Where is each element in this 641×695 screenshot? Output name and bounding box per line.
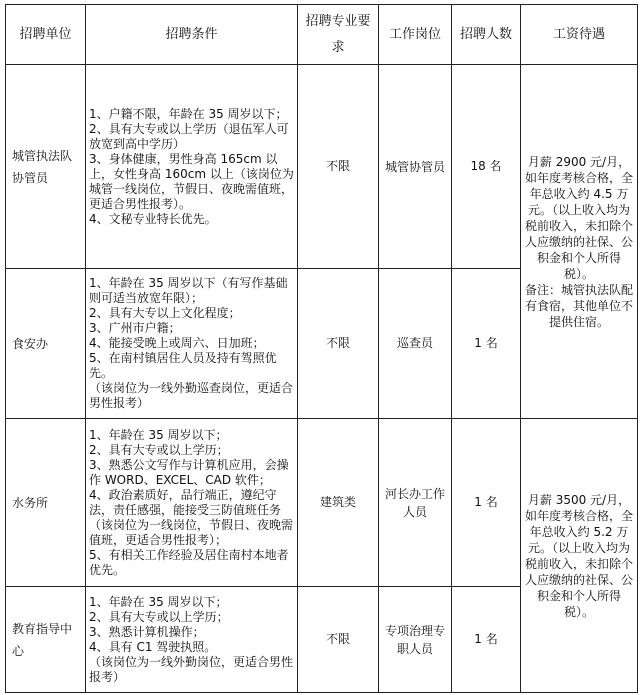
conditions-cell (86, 419, 298, 587)
header-salary: 工资待遇 (521, 5, 638, 65)
condition-line: 2、具有大专或以上学历； (89, 442, 229, 457)
table-row (6, 419, 638, 587)
salary-cell-b (521, 419, 638, 693)
header-unit: 招聘单位 (6, 5, 86, 65)
count-cell: 18 名 (452, 65, 521, 269)
header-conditions: 招聘条件 (86, 5, 298, 65)
condition-line: 2、具有大专或以上学历（退伍军人可放宽到高中学历） (89, 121, 289, 151)
condition-line: 1、年龄在 35 周岁以下； (89, 594, 228, 609)
header-major: 招聘专业要求 (298, 5, 379, 65)
condition-line: 3、熟悉公文写作与计算机应用，会操作 WORD、EXCEL、CAD 软件； (89, 457, 289, 487)
condition-line: 3、身体健康，男性身高 165cm 以上，女性身高 160cm 以上（该岗位为城管一线岗位，节假日、夜晚需值班，更适合男性报考）。 (89, 151, 294, 211)
condition-line: 1、年龄在 35 周岁以下（有写作基础则可适当放宽年限）； (89, 276, 288, 305)
condition-line: 5、有相关工作经验及居住南村本地者优先。 (89, 547, 289, 577)
salary-note: 备注：城管执法队配有食宿，其他单位不提供住宿。 (525, 282, 634, 329)
condition-line: 4、文秘专业特长优先。 (89, 211, 217, 226)
condition-line: 1、年龄在 35 周岁以下； (89, 427, 228, 442)
condition-line: 1、户籍不限，年龄在 35 周岁以下； (89, 106, 288, 121)
unit-cell: 城管执法队协管员 (6, 65, 86, 269)
condition-line: 4、政治素质好，品行端正，遵纪守法，责任感强，能接受三防值班任务（该岗位为一线岗位，节假日、夜晚需值班，更适合男性报考）； (89, 487, 294, 547)
count-cell: 1 名 (452, 419, 521, 587)
conditions-cell (86, 587, 298, 693)
salary-cell-a (521, 65, 638, 419)
header-position: 工作岗位 (379, 5, 452, 65)
salary-text: 月薪 2900 元/月，如年度考核合格，全年总收入约 4.5 万元。（以上收入均为税前收入，未扣除个人应缴纳的社保、公积金和个人所得税）。 (525, 154, 634, 281)
salary-text: 月薪 3500 元/月，如年度考核合格，全年总收入约 5.2 万元。（以上收入均为税前收入，未扣除个人应缴纳的社保、公积金和个人所得税）。 (525, 492, 634, 619)
count-cell: 1 名 (452, 587, 521, 693)
condition-line: 3、广州市户籍； (89, 321, 181, 335)
conditions-cell (86, 269, 298, 419)
condition-line: （该岗位为一线外勤巡查岗位，更适合男性报考） (89, 381, 294, 410)
condition-line: 4、具有 C1 驾驶执照。 (89, 639, 217, 654)
major-cell: 不限 (298, 65, 379, 269)
header-count: 招聘人数 (452, 5, 521, 65)
position-cell: 巡查员 (379, 269, 452, 419)
unit-cell: 水务所 (6, 419, 86, 587)
condition-line: 2、具有大专以上文化程度； (89, 306, 241, 320)
condition-line: 5、在南村镇居住人员及持有驾照优先。 (89, 351, 277, 380)
recruitment-table (5, 4, 638, 693)
condition-line: 2、具有大专或以上学历； (89, 609, 229, 624)
major-cell: 不限 (298, 269, 379, 419)
condition-line: 3、熟悉计算机操作； (89, 624, 205, 639)
condition-line: （该岗位为一线外勤岗位，更适合男性报考） (89, 654, 294, 684)
position-cell: 专项治理专职人员 (379, 587, 452, 693)
major-cell: 建筑类 (298, 419, 379, 587)
conditions-cell (86, 65, 298, 269)
major-cell: 不限 (298, 587, 379, 693)
position-cell: 河长办工作人员 (379, 419, 452, 587)
condition-line: 4、能接受晚上或周六、日加班； (89, 336, 265, 350)
unit-cell: 教育指导中心 (6, 587, 86, 693)
table-row (6, 65, 638, 269)
unit-cell: 食安办 (6, 269, 86, 419)
header-row (6, 5, 638, 65)
position-cell: 城管协管员 (379, 65, 452, 269)
count-cell: 1 名 (452, 269, 521, 419)
